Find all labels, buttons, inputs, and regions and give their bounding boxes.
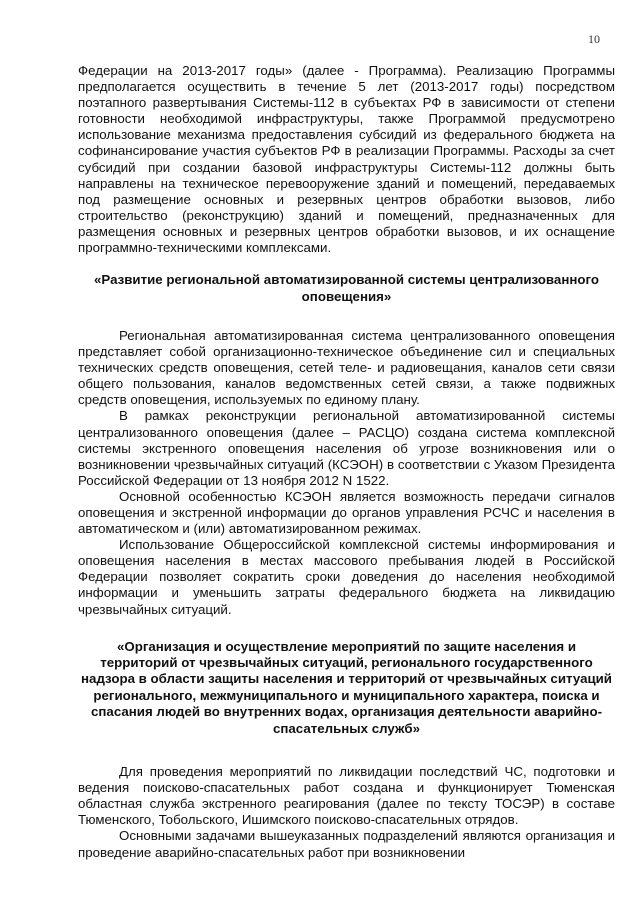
body-paragraph: Региональная автоматизированная система централизованного оповещения представляет собой организационно-техническое объединение сил и специальных технических средств оповещения, сетей теле- и радиовещания, каналов сети связи общего пользования, каналов ведомственных сетей связи, а также подвижных средств оповещения, используемых по единому плану. <box>78 327 615 408</box>
intro-paragraph: Федерации на 2013-2017 годы» (далее - Программа). Реализацию Программы предполагается осуществить в течение 5 лет (2013-2017 годы) посредством поэтапного развертывания Системы-112 в субъектах РФ в зависимости от степени готовности необходимой инфраструктуры, также Программой предусмотрено использование механизма предоставления субсидий из федерального бюджета на софинансирование участия субъектов РФ в реализации Программы. Расходы за счет субсидий при создании базовой инфраструктуры Системы-112 должны быть направлены на техническое перевооружение зданий и помещений, передаваемых под размещение основных и резервных центров обработки вызовов, либо строительство (реконструкцию) зданий и помещений, предназначенных для размещения основных и резервных центров обработки вызовов, и их оснащение программно-техническими комплексами. <box>78 63 615 256</box>
body-paragraph: Использование Общероссийской комплексной системы информирования и оповещения населения в местах массового пребывания людей в Российской Федерации позволяет сократить сроки доведения до населения необходимой информации и уменьшить затраты федерального бюджета на ликвидацию чрезвычайных ситуаций. <box>78 537 615 617</box>
heading-line: надзора в области защиты населения и территорий от чрезвычайных ситуаций <box>81 671 612 687</box>
heading-line: спасания людей во внутренних водах, организация деятельности аварийно- <box>91 704 602 720</box>
heading-line: «Развитие региональной автоматизированной системы централизованного <box>94 272 599 288</box>
section-heading-population-protection <box>78 639 615 737</box>
heading-line: территорий от чрезвычайных ситуаций, регионального государственного <box>100 655 593 671</box>
heading-line: спасательных служб» <box>272 720 421 736</box>
heading-line: регионального, межмуниципального и муниципального характера, поиска и <box>93 687 600 703</box>
section-heading-alert-system <box>78 272 615 305</box>
body-paragraph: Основной особенностью КСЭОН является возможность передачи сигналов оповещения и экстренной информации до органов управления РСЧС и населения в автоматическом и (или) автоматизированном режимах. <box>78 488 615 537</box>
body-paragraph: Для проведения мероприятий по ликвидации последствий ЧС, подготовки и ведения поисково-спасательных работ создана и функционирует Тюменская областная служба экстренного реагирования (далее по тексту ТОСЭР) в составе Тюменского, Тобольского, Ишимского поисково-спасательных отрядов. <box>78 764 615 828</box>
heading-line: «Организация и осуществление мероприятий по защите населения и <box>116 638 577 654</box>
body-paragraph: Основными задачами вышеуказанных подразделений являются организация и проведение аварийно-спасательных работ при возникновении <box>78 828 615 860</box>
page-number: 10 <box>588 32 600 46</box>
document-body <box>78 63 615 861</box>
body-paragraph: В рамках реконструкции региональной автоматизированной системы централизованного оповещения (далее – РАСЦО) создана система комплексной системы экстренного оповещения населения об угрозе возникновения или о возникновении чрезвычайных ситуаций (КСЭОН) в соответствии с Указом Президента Российской Федерации от 13 ноября 2012 N 1522. <box>78 408 615 488</box>
heading-line: оповещения» <box>301 288 392 304</box>
